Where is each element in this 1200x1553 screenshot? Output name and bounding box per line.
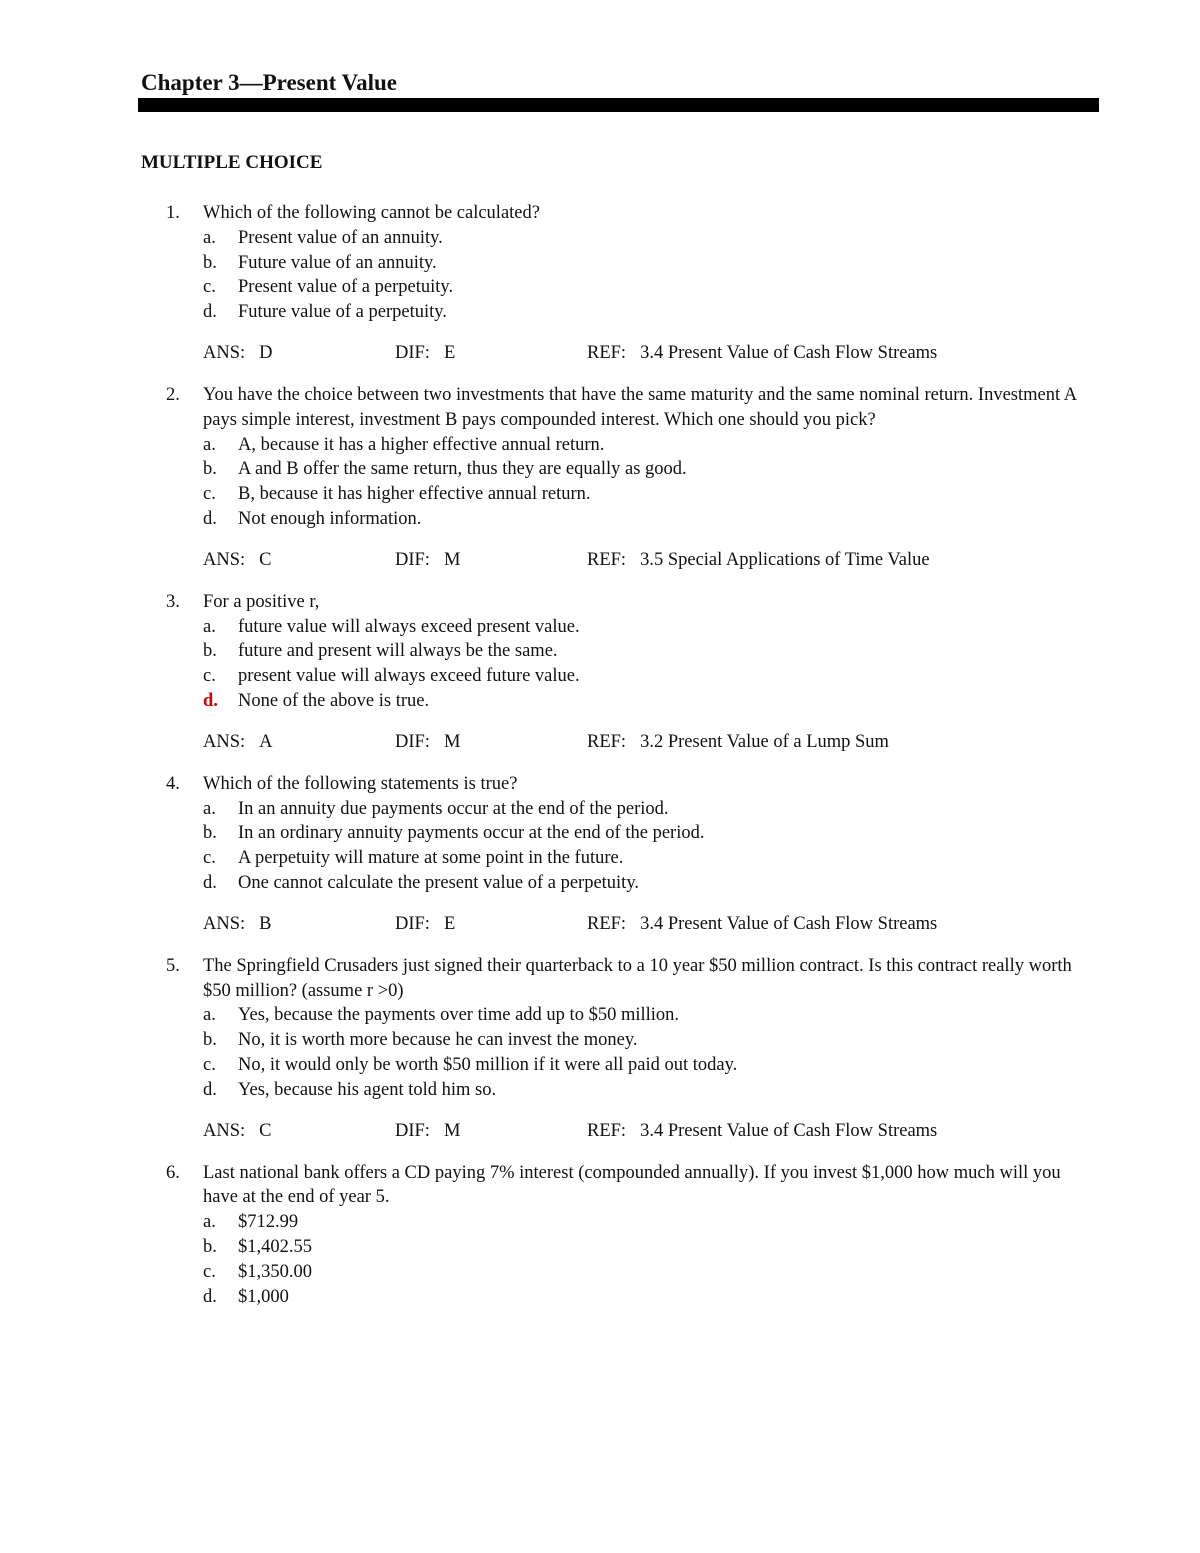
reference-value: 3.4 Present Value of Cash Flow Streams	[640, 342, 938, 363]
answer-metadata	[0, 548, 1200, 573]
option-text: $1,402.55	[238, 1236, 312, 1257]
reference-label: REF:	[587, 913, 627, 934]
option-letter: b.	[203, 1030, 217, 1051]
option-text: future and present will always be the same.	[238, 641, 558, 662]
question-item	[0, 383, 1200, 573]
option-text: Present value of an annuity.	[238, 227, 443, 248]
chapter-title: Chapter 3—Present Value	[141, 70, 397, 95]
question-number: 4.	[166, 773, 180, 794]
reference	[587, 548, 930, 573]
option-letter: d.	[203, 508, 217, 529]
answer-metadata	[0, 341, 1200, 366]
difficulty-value: E	[443, 913, 456, 934]
answer-option	[0, 275, 1200, 300]
option-text: B, because it has higher effective annual return.	[238, 484, 591, 505]
answer-option	[0, 251, 1200, 276]
answer-metadata	[0, 1119, 1200, 1144]
difficulty	[395, 1119, 460, 1144]
answer-option	[0, 639, 1200, 664]
reference-label: REF:	[587, 549, 627, 570]
option-text: $712.99	[238, 1212, 299, 1233]
answer-option	[0, 1235, 1200, 1260]
option-text: Future value of an annuity.	[238, 252, 437, 273]
answer-key	[203, 548, 272, 573]
option-letter: a.	[203, 1005, 216, 1026]
answer-key-label: ANS:	[203, 731, 246, 752]
question-stem	[0, 590, 1200, 615]
question-text: Last national bank offers a CD paying 7% interest (compounded annually). If you invest $1,000 how much will you have at the end of year 5.	[203, 1162, 1061, 1208]
option-letter: c.	[203, 666, 216, 687]
reference	[587, 1119, 937, 1144]
question-stem	[0, 954, 1200, 1004]
answer-option	[0, 1028, 1200, 1053]
difficulty-label: DIF:	[395, 342, 430, 363]
reference-value: 3.5 Special Applications of Time Value	[640, 549, 930, 570]
option-letter: a.	[203, 798, 216, 819]
question-text: Which of the following statements is true?	[203, 773, 518, 794]
question-number: 3.	[166, 591, 180, 612]
question-item	[0, 954, 1200, 1144]
option-text: In an annuity due payments occur at the end of the period.	[238, 798, 669, 819]
option-letter: b.	[203, 459, 217, 480]
option-text: present value will always exceed future value.	[238, 666, 580, 687]
option-text: No, it would only be worth $50 million if it were all paid out today.	[238, 1054, 738, 1075]
question-item	[0, 590, 1200, 755]
option-text: A perpetuity will mature at some point in the future.	[238, 848, 624, 869]
question-text: For a positive r,	[203, 591, 320, 612]
difficulty	[395, 341, 455, 366]
answer-option	[0, 664, 1200, 689]
difficulty-value: M	[443, 731, 461, 752]
question-number: 5.	[166, 955, 180, 976]
answer-key-label: ANS:	[203, 342, 246, 363]
option-letter: d.	[203, 690, 218, 711]
option-letter: c.	[203, 277, 216, 298]
answer-key-value: C	[259, 549, 272, 570]
answer-option	[0, 226, 1200, 251]
reference	[587, 912, 937, 937]
answer-option	[0, 1260, 1200, 1285]
option-letter: a.	[203, 227, 216, 248]
answer-metadata	[0, 912, 1200, 937]
answer-key-value: C	[259, 1120, 272, 1141]
question-item	[0, 772, 1200, 937]
question-text: The Springfield Crusaders just signed their quarterback to a 10 year $50 million contract. Is this contract really worth $50 million? (assume r >0)	[203, 955, 1072, 1001]
option-text: Not enough information.	[238, 508, 422, 529]
answer-key-label: ANS:	[203, 1120, 246, 1141]
question-item	[0, 201, 1200, 366]
question-list	[0, 201, 1200, 1326]
question-number: 6.	[166, 1162, 180, 1183]
difficulty	[395, 730, 460, 755]
option-text: A, because it has a higher effective annual return.	[238, 434, 605, 455]
option-text: In an ordinary annuity payments occur at the end of the period.	[238, 823, 705, 844]
answer-key-value: A	[259, 731, 273, 752]
reference-label: REF:	[587, 731, 627, 752]
difficulty	[395, 912, 455, 937]
answer-key-label: ANS:	[203, 549, 246, 570]
option-letter: b.	[203, 252, 217, 273]
answer-option	[0, 846, 1200, 871]
question-number: 2.	[166, 384, 180, 405]
option-text: Present value of a perpetuity.	[238, 277, 454, 298]
option-letter: a.	[203, 616, 216, 637]
option-text: Yes, because the payments over time add up to $50 million.	[238, 1005, 680, 1026]
difficulty-label: DIF:	[395, 549, 430, 570]
difficulty-label: DIF:	[395, 731, 430, 752]
option-text: $1,000	[238, 1286, 289, 1307]
answer-key-value: B	[259, 913, 272, 934]
answer-key	[203, 730, 273, 755]
title-rule	[138, 98, 1099, 112]
option-text: One cannot calculate the present value of a perpetuity.	[238, 872, 639, 893]
reference-value: 3.4 Present Value of Cash Flow Streams	[640, 1120, 938, 1141]
answer-option	[0, 821, 1200, 846]
option-text: A and B offer the same return, thus they are equally as good.	[238, 459, 687, 480]
answer-key-value: D	[259, 342, 273, 363]
reference-label: REF:	[587, 1120, 627, 1141]
option-letter: d.	[203, 1286, 217, 1307]
answer-option	[0, 1210, 1200, 1235]
difficulty-value: M	[443, 1120, 461, 1141]
option-text: Future value of a perpetuity.	[238, 302, 447, 323]
option-letter: d.	[203, 872, 217, 893]
question-item	[0, 1161, 1200, 1310]
difficulty-value: E	[443, 342, 456, 363]
option-letter: c.	[203, 848, 216, 869]
answer-option	[0, 615, 1200, 640]
answer-option	[0, 1003, 1200, 1028]
option-letter: b.	[203, 823, 217, 844]
answer-option	[0, 482, 1200, 507]
answer-option	[0, 1285, 1200, 1310]
reference	[587, 341, 937, 366]
option-letter: d.	[203, 302, 217, 323]
option-text: Yes, because his agent told him so.	[238, 1079, 497, 1100]
option-letter: c.	[203, 484, 216, 505]
answer-key	[203, 912, 272, 937]
question-text: You have the choice between two investments that have the same maturity and the same nominal return. Investment A pays simple interest, investment B pays compounded interest. Which one should you pick?	[203, 384, 1077, 430]
option-letter: d.	[203, 1079, 217, 1100]
section-heading: MULTIPLE CHOICE	[141, 152, 323, 173]
option-letter: b.	[203, 1236, 217, 1257]
option-letter: a.	[203, 434, 216, 455]
option-text: No, it is worth more because he can invest the money.	[238, 1030, 638, 1051]
answer-option	[0, 1053, 1200, 1078]
option-text: future value will always exceed present value.	[238, 616, 580, 637]
question-stem	[0, 1161, 1200, 1211]
reference	[587, 730, 889, 755]
reference-label: REF:	[587, 342, 627, 363]
answer-option	[0, 797, 1200, 822]
answer-option	[0, 300, 1200, 325]
answer-option	[0, 1078, 1200, 1103]
difficulty-label: DIF:	[395, 913, 430, 934]
answer-key	[203, 341, 273, 366]
reference-value: 3.2 Present Value of a Lump Sum	[640, 731, 889, 752]
answer-key-label: ANS:	[203, 913, 246, 934]
question-text: Which of the following cannot be calculated?	[203, 203, 540, 223]
answer-option	[0, 433, 1200, 458]
difficulty-value: M	[443, 549, 461, 570]
question-number: 1.	[166, 203, 180, 223]
answer-option	[0, 507, 1200, 532]
option-letter: a.	[203, 1212, 216, 1233]
option-letter: c.	[203, 1261, 216, 1282]
answer-option	[0, 457, 1200, 482]
difficulty-label: DIF:	[395, 1120, 430, 1141]
option-letter: b.	[203, 641, 217, 662]
question-stem	[0, 383, 1200, 433]
answer-option	[0, 871, 1200, 896]
reference-value: 3.4 Present Value of Cash Flow Streams	[640, 913, 938, 934]
question-stem	[0, 201, 1200, 226]
option-text: $1,350.00	[238, 1261, 312, 1282]
option-text: None of the above is true.	[238, 690, 430, 711]
answer-metadata	[0, 730, 1200, 755]
answer-key	[203, 1119, 272, 1144]
question-stem	[0, 772, 1200, 797]
difficulty	[395, 548, 460, 573]
answer-option	[0, 689, 1200, 714]
option-letter: c.	[203, 1054, 216, 1075]
